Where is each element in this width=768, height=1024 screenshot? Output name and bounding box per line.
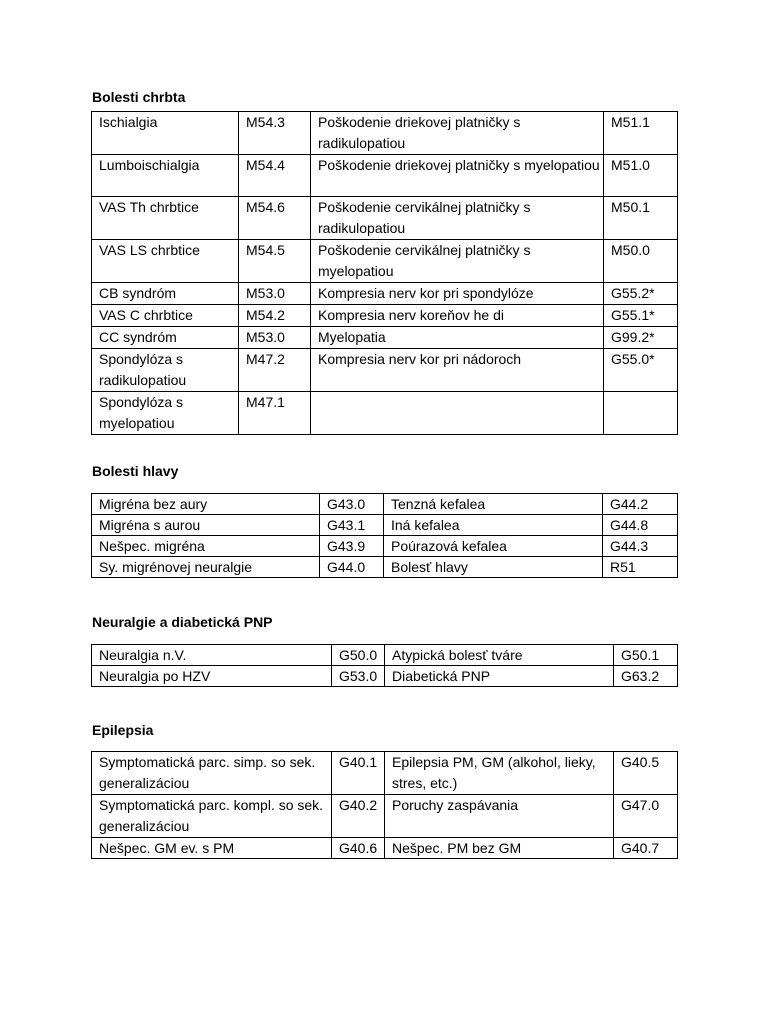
code-cell: G55.1* <box>604 305 678 327</box>
code-cell: G43.1 <box>320 515 384 536</box>
code-cell: R51 <box>603 557 678 578</box>
diagnosis-cell: Poúrazová kefalea <box>384 536 603 557</box>
table-epilepsia <box>91 751 678 859</box>
table-row <box>92 240 678 283</box>
diagnosis-cell: Atypická bolesť tváre <box>385 645 614 666</box>
diagnosis-cell: Nešpec. migréna <box>92 536 320 557</box>
code-cell: M50.1 <box>604 197 678 240</box>
diagnosis-cell: Iná kefalea <box>384 515 603 536</box>
code-cell: G40.2 <box>332 795 385 838</box>
table-row <box>92 155 678 197</box>
code-cell: G40.1 <box>332 752 385 795</box>
code-cell: G43.9 <box>320 536 384 557</box>
code-cell: M51.1 <box>604 112 678 155</box>
diagnosis-cell: Kompresia nerv koreňov he di <box>311 305 604 327</box>
code-cell: M54.5 <box>239 240 311 283</box>
diagnosis-cell: Ischialgia <box>92 112 239 155</box>
code-cell: M53.0 <box>239 283 311 305</box>
code-cell: M53.0 <box>239 327 311 349</box>
diagnosis-cell: Poškodenie cervikálnej platničky s myelopatiou <box>311 240 604 283</box>
diagnosis-cell: Migréna bez aury <box>92 494 320 515</box>
diagnosis-cell: Nešpec. GM ev. s PM <box>92 838 332 859</box>
table-row <box>92 494 678 515</box>
diagnosis-cell: Sy. migrénovej neuralgie <box>92 557 320 578</box>
code-cell: G53.0 <box>332 666 385 687</box>
diagnosis-cell: Diabetická PNP <box>385 666 614 687</box>
diagnosis-cell <box>311 392 604 435</box>
diagnosis-cell: CB syndróm <box>92 283 239 305</box>
diagnosis-cell: Migréna s aurou <box>92 515 320 536</box>
code-cell: G44.8 <box>603 515 678 536</box>
diagnosis-cell: Tenzná kefalea <box>384 494 603 515</box>
diagnosis-cell: Poškodenie cervikálnej platničky s radikulopatiou <box>311 197 604 240</box>
section-title-bolesti-hlavy: Bolesti hlavy <box>92 463 179 479</box>
diagnosis-cell: Neuralgia n.V. <box>92 645 332 666</box>
code-cell: G50.1 <box>614 645 678 666</box>
table-row <box>92 305 678 327</box>
diagnosis-cell: Spondylóza s radikulopatiou <box>92 349 239 392</box>
table-row <box>92 349 678 392</box>
table-row <box>92 112 678 155</box>
section-title-neuralgie: Neuralgie a diabetická PNP <box>92 614 273 630</box>
diagnosis-cell: Spondylóza s myelopatiou <box>92 392 239 435</box>
diagnosis-cell: Bolesť hlavy <box>384 557 603 578</box>
code-cell: G63.2 <box>614 666 678 687</box>
code-cell: M47.1 <box>239 392 311 435</box>
table-row <box>92 515 678 536</box>
table-row <box>92 536 678 557</box>
code-cell: G44.0 <box>320 557 384 578</box>
diagnosis-cell: Kompresia nerv kor pri spondylóze <box>311 283 604 305</box>
code-cell: M54.3 <box>239 112 311 155</box>
code-cell: M51.0 <box>604 155 678 197</box>
table-row <box>92 392 678 435</box>
table-row <box>92 795 678 838</box>
code-cell: G47.0 <box>614 795 678 838</box>
code-cell: G40.7 <box>614 838 678 859</box>
code-cell: G44.2 <box>603 494 678 515</box>
table-row <box>92 283 678 305</box>
table-row <box>92 752 678 795</box>
table-bolesti-chrbta <box>91 111 678 435</box>
code-cell: M54.6 <box>239 197 311 240</box>
table-neuralgie <box>91 644 678 687</box>
diagnosis-cell: VAS Th chrbtice <box>92 197 239 240</box>
diagnosis-cell: Poruchy zaspávania <box>385 795 614 838</box>
code-cell: M54.4 <box>239 155 311 197</box>
code-cell: G44.3 <box>603 536 678 557</box>
code-cell: M50.0 <box>604 240 678 283</box>
code-cell: G43.0 <box>320 494 384 515</box>
table-row <box>92 327 678 349</box>
diagnosis-cell: Poškodenie driekovej platničky s myelopatiou <box>311 155 604 197</box>
code-cell: G40.5 <box>614 752 678 795</box>
code-cell: M47.2 <box>239 349 311 392</box>
diagnosis-cell: Kompresia nerv kor pri nádoroch <box>311 349 604 392</box>
table-row <box>92 838 678 859</box>
diagnosis-cell: Poškodenie driekovej platničky s radikulopatiou <box>311 112 604 155</box>
code-cell <box>604 392 678 435</box>
code-cell: G99.2* <box>604 327 678 349</box>
code-cell: G55.0* <box>604 349 678 392</box>
diagnosis-cell: Symptomatická parc. simp. so sek. generalizáciou <box>92 752 332 795</box>
section-title-epilepsia: Epilepsia <box>92 722 154 738</box>
diagnosis-cell: Myelopatia <box>311 327 604 349</box>
section-title-bolesti-chrbta: Bolesti chrbta <box>92 89 186 105</box>
code-cell: G40.6 <box>332 838 385 859</box>
table-bolesti-hlavy <box>91 493 678 578</box>
diagnosis-cell: Neuralgia po HZV <box>92 666 332 687</box>
diagnosis-cell: Lumboischialgia <box>92 155 239 197</box>
diagnosis-cell: CC syndróm <box>92 327 239 349</box>
diagnosis-cell: VAS LS chrbtice <box>92 240 239 283</box>
code-cell: M54.2 <box>239 305 311 327</box>
diagnosis-cell: Nešpec. PM bez GM <box>385 838 614 859</box>
code-cell: G55.2* <box>604 283 678 305</box>
code-cell: G50.0 <box>332 645 385 666</box>
diagnosis-cell: Epilepsia PM, GM (alkohol, lieky, stres, etc.) <box>385 752 614 795</box>
diagnosis-cell: Symptomatická parc. kompl. so sek. generalizáciou <box>92 795 332 838</box>
table-row <box>92 197 678 240</box>
diagnosis-cell: VAS C chrbtice <box>92 305 239 327</box>
table-row <box>92 557 678 578</box>
table-row <box>92 645 678 666</box>
table-row <box>92 666 678 687</box>
